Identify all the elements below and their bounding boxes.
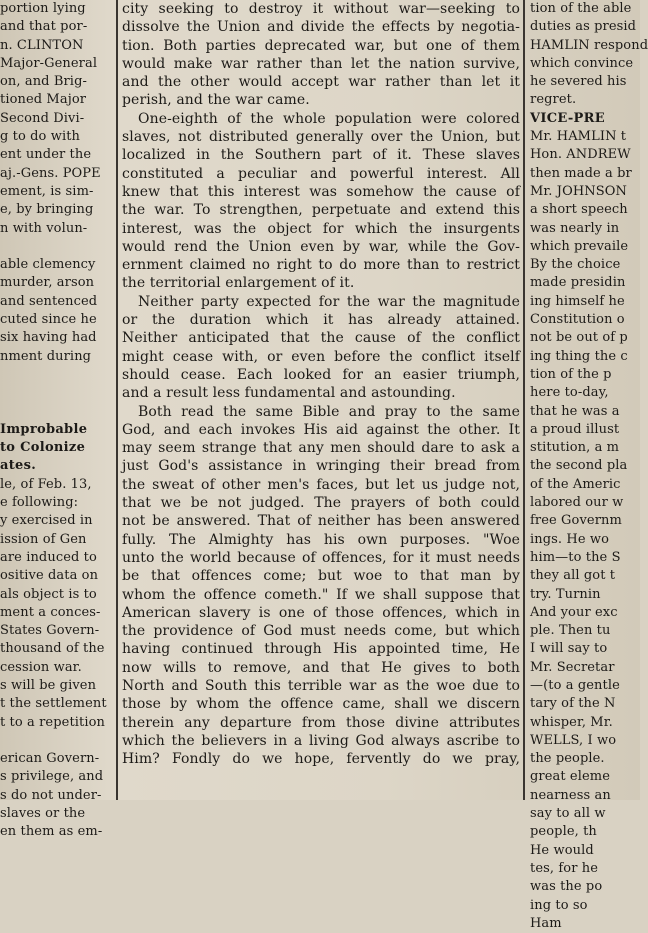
text-line: ositive data on	[0, 568, 99, 584]
text-line	[0, 732, 112, 750]
text-line: be that offences come; but woe to that man by	[122, 568, 520, 585]
text-line: which the believers in a living God always ascribe to	[122, 732, 520, 749]
text-line: that we be not judged. The prayers of both could	[122, 495, 520, 512]
text-line	[0, 384, 112, 402]
text-line: perish, and the war came.	[122, 92, 310, 109]
text-line: people, th	[530, 824, 597, 840]
text-line: six having had	[0, 330, 97, 346]
text-line: say to all w	[530, 806, 606, 822]
text-line: the people.	[530, 751, 605, 767]
text-line: Improbable	[0, 421, 88, 437]
text-line: dissolve the Union and divide the effects by negotia-	[122, 19, 520, 36]
column-rule-left	[116, 0, 118, 800]
text-line: labored our w	[530, 495, 624, 511]
text-line: the second pla	[530, 458, 628, 474]
text-line: Neither party expected for the war the magnitude	[138, 293, 520, 310]
text-line: n. CLINTON	[0, 37, 84, 53]
text-line: Him? Fondly do we hope, fervently do we pray,	[122, 751, 520, 768]
text-line: —(to a gentle	[530, 677, 620, 693]
text-line: unto the world because of offences, for it must needs	[122, 549, 520, 566]
text-line: thousand of the	[0, 641, 105, 657]
text-line: which convince	[530, 55, 634, 71]
text-line: interest, was the object for which the insurgents	[122, 220, 520, 237]
text-line: g to do with	[0, 129, 80, 145]
text-line: I will say to	[530, 641, 608, 657]
text-line: tioned Major	[0, 92, 87, 108]
text-line: free Governm	[530, 513, 622, 529]
text-line: ission of Gen	[0, 531, 87, 547]
text-line: therein any departure from those divine attributes	[122, 714, 520, 731]
text-line: erican Govern-	[0, 751, 100, 767]
text-line: Mr. Secretar	[530, 659, 615, 675]
text-line: nment during	[0, 348, 92, 364]
text-line: knew that this interest was somehow the cause of	[122, 183, 520, 200]
text-line: a proud illust	[530, 421, 620, 437]
text-line: Ham	[530, 915, 562, 931]
text-line: may seem strange that any men should dare to ask a	[122, 440, 520, 457]
text-line: tion of the p	[530, 366, 612, 382]
text-line: ings. He wo	[530, 531, 610, 547]
text-line: him—to the S	[530, 549, 621, 565]
text-line: Constitution o	[530, 312, 625, 328]
text-line: was nearly in	[530, 220, 620, 236]
left-column	[0, 0, 112, 840]
text-line: try. Turnin	[530, 586, 601, 602]
text-line: nearness an	[530, 787, 611, 803]
text-line: Mr. JOHNSON	[530, 183, 627, 199]
text-line: s privilege, and	[0, 769, 104, 785]
text-line: Major-General	[0, 55, 98, 71]
text-line: murder, arson	[0, 275, 95, 291]
text-line: made presidin	[530, 275, 626, 291]
text-line: not be answered. That of neither has been answered	[122, 513, 520, 530]
text-line: on, and Brig-	[0, 74, 87, 90]
text-line: aj.-Gens. POPE	[0, 165, 101, 181]
text-line: Both read the same Bible and pray to the same	[138, 403, 520, 420]
text-line: s do not under-	[0, 787, 102, 803]
text-line: tary of the N	[530, 696, 616, 712]
text-line: having continued through His appointed time, He	[122, 641, 520, 658]
text-line: e, by bringing	[0, 202, 94, 218]
text-line	[0, 238, 112, 256]
text-line: Neither anticipated that the cause of the conflict	[122, 330, 520, 347]
text-line: HAMLIN respond	[530, 37, 648, 53]
text-line: ing to so	[530, 897, 588, 913]
text-line: slaves, not distributed generally over the Union, but	[122, 129, 520, 146]
text-line: the sweat of other men's faces, but let us judge not,	[122, 476, 520, 493]
text-line: n with volun-	[0, 220, 88, 236]
text-line: great eleme	[530, 769, 611, 785]
text-line: y exercised in	[0, 513, 93, 529]
text-line: or the duration which it has already attained.	[122, 312, 520, 329]
text-line: regret.	[530, 92, 577, 108]
text-line: are induced to	[0, 549, 97, 565]
text-line: e following:	[0, 495, 79, 511]
text-line: city seeking to destroy it without war—seeking to	[122, 1, 520, 17]
text-line: Mr. HAMLIN t	[530, 129, 627, 145]
text-line: those by whom the offence came, shall we discern	[122, 696, 520, 713]
text-line: whisper, Mr.	[530, 714, 613, 730]
text-line: North and South this terrible war as the woe due to	[122, 677, 520, 694]
text-line: le, of Feb. 13,	[0, 476, 92, 492]
text-line: WELLS, I wo	[530, 732, 617, 748]
text-line: not be out of p	[530, 330, 628, 346]
text-line: Hon. ANDREW	[530, 147, 631, 163]
text-line: By the choice	[530, 257, 621, 273]
text-line: Second Divi-	[0, 110, 85, 126]
text-line: And your exc	[530, 604, 618, 620]
text-line: slaves or the	[0, 806, 86, 822]
text-line: portion lying	[0, 1, 86, 16]
text-line: VICE-PRE	[530, 110, 605, 126]
text-line: to Colonize	[0, 440, 86, 456]
text-line: and a result less fundamental and astounding.	[122, 385, 456, 402]
text-line: s will be given	[0, 677, 97, 693]
text-line: and the other would accept war rather than let it	[122, 74, 520, 91]
text-line: cuted since he	[0, 312, 97, 328]
text-line: the providence of God must needs come, but which	[122, 623, 520, 640]
text-line: constituted a peculiar and powerful interest. All	[122, 165, 520, 182]
text-line: ing himself he	[530, 293, 625, 309]
text-line: tion of the able	[530, 1, 632, 16]
text-line: God, and each invokes His aid against the other. It	[122, 421, 520, 438]
text-line: would rend the Union even by war, while the Gov-	[122, 238, 520, 255]
text-line: which prevaile	[530, 238, 629, 254]
text-line: t the settlement	[0, 696, 107, 712]
text-line: a short speech	[530, 202, 628, 218]
text-line: they all got t	[530, 568, 616, 584]
text-line: and sentenced	[0, 293, 98, 309]
text-line: the war. To strengthen, perpetuate and extend this	[122, 202, 520, 219]
text-line: that he was a	[530, 403, 620, 419]
text-line	[0, 403, 112, 421]
text-line: tion. Both parties deprecated war, but one of them	[122, 37, 520, 54]
text-line: en them as em-	[0, 824, 103, 840]
text-line: tes, for he	[530, 860, 599, 876]
text-line: duties as presid	[530, 19, 637, 35]
right-column	[530, 0, 648, 931]
text-line: the territorial enlargement of it.	[122, 275, 355, 292]
text-line: ing thing the c	[530, 348, 628, 364]
text-line: ent under the	[0, 147, 92, 163]
text-line: stitution, a m	[530, 440, 620, 456]
text-line: might cease with, or even before the conflict itself	[122, 348, 520, 365]
text-line: should cease. Each looked for an easier triumph,	[122, 366, 520, 383]
text-line	[0, 366, 112, 384]
text-line: and that por-	[0, 19, 88, 35]
text-line: American slavery is one of those offences, which in	[122, 604, 520, 621]
column-rule-right	[523, 0, 525, 800]
text-line: now wills to remove, and that He gives to both	[122, 659, 520, 676]
middle-column	[122, 0, 520, 800]
text-line: he severed his	[530, 74, 627, 90]
text-line: ates.	[0, 458, 37, 474]
text-line: here to-day,	[530, 385, 609, 401]
text-line: States Govern-	[0, 623, 100, 639]
text-line: just God's assistance in wringing their bread from	[122, 458, 520, 475]
text-line: One-eighth of the whole population were colored	[138, 110, 520, 127]
text-line: whom the offence cometh." If we shall suppose that	[122, 586, 520, 603]
text-line: ple. Then tu	[530, 623, 611, 639]
text-line: was the po	[530, 879, 603, 895]
text-line: als object is to	[0, 586, 97, 602]
text-line: then made a br	[530, 165, 632, 181]
text-line: He would	[530, 842, 594, 858]
text-line: able clemency	[0, 257, 96, 273]
text-line: cession war.	[0, 659, 82, 675]
text-line: t to a repetition	[0, 714, 106, 730]
text-line: of the Americ	[530, 476, 621, 492]
text-line: would make war rather than let the nation survive,	[122, 55, 520, 72]
text-line: ement, is sim-	[0, 183, 94, 199]
text-line: ernment claimed no right to do more than to restrict	[122, 257, 520, 274]
text-line: fully. The Almighty has his own purposes. "Woe	[122, 531, 520, 548]
text-line: ment a conces-	[0, 604, 101, 620]
text-line: localized in the Southern part of it. These slaves	[122, 147, 520, 164]
